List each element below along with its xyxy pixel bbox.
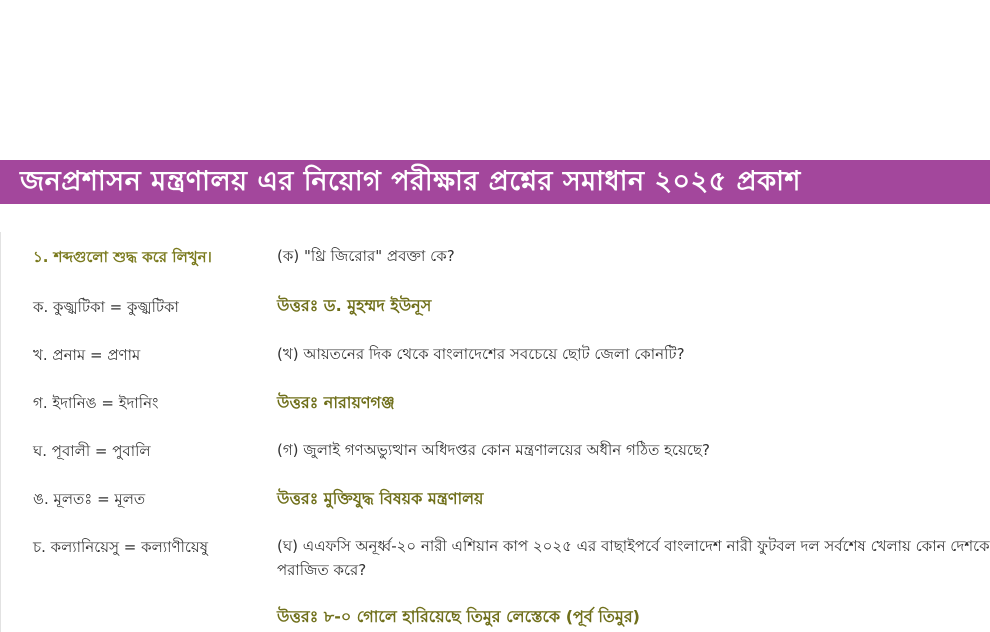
answer-text: উত্তরঃ ৮-০ গোলে হারিয়েছে তিমুর লেস্তেকে (পূর্ব তিমুর) xyxy=(277,607,640,626)
answer-text: উত্তরঃ নারায়ণগঞ্জ xyxy=(277,393,395,412)
article-content xyxy=(0,232,990,632)
section-heading: ১. শব্দগুলো শুদ্ধ করে লিখুন। xyxy=(33,248,212,266)
question-text: (গ) জুলাই গণঅভ্যুত্থান অধিদপ্তর কোন মন্ত্রণালয়ের অধীন গঠিত হয়েছে? xyxy=(277,441,710,459)
question-text: (খ) আয়তনের দিক থেকে বাংলাদেশের সবচেয়ে ছোট জেলা কোনটি? xyxy=(277,345,685,363)
correction-item: ক. কুজ্ঝটিকা = কুজ্ঝটিকা xyxy=(33,298,179,316)
correction-item: ঘ. পূবালী = পুবালি xyxy=(33,442,151,460)
question-text: (ঘ) এএফসি অনূর্ধ্ব-২০ নারী এশিয়ান কাপ ২০২৫ এর বাছাইপর্বে বাংলাদেশ নারী ফুটবল দল সর্বশেষ খেলায় কোন দেশকে পরাজিত করে? xyxy=(277,537,990,579)
correction-item: চ. কল্যানিয়েসু = কল্যাণীয়েষু xyxy=(33,538,208,556)
answer-text: উত্তরঃ মুক্তিযুদ্ধ বিষয়ক মন্ত্রণালয় xyxy=(277,489,484,508)
article-title-banner: জনপ্রশাসন মন্ত্রণালয় এর নিয়োগ পরীক্ষার প্রশ্নের সমাধান ২০২৫ প্রকাশ xyxy=(0,160,990,204)
correction-item: ঙ. মূলতঃ = মূলত xyxy=(33,490,146,508)
correction-item: গ. ইদানিঙ = ইদানিং xyxy=(33,394,159,412)
question-text: (ক) "থ্রি জিরোর" প্রবক্তা কে? xyxy=(277,247,455,265)
correction-item: খ. প্রনাম = প্রণাম xyxy=(33,346,141,364)
answer-text: উত্তরঃ ড. মুহম্মদ ইউনূস xyxy=(277,296,432,315)
